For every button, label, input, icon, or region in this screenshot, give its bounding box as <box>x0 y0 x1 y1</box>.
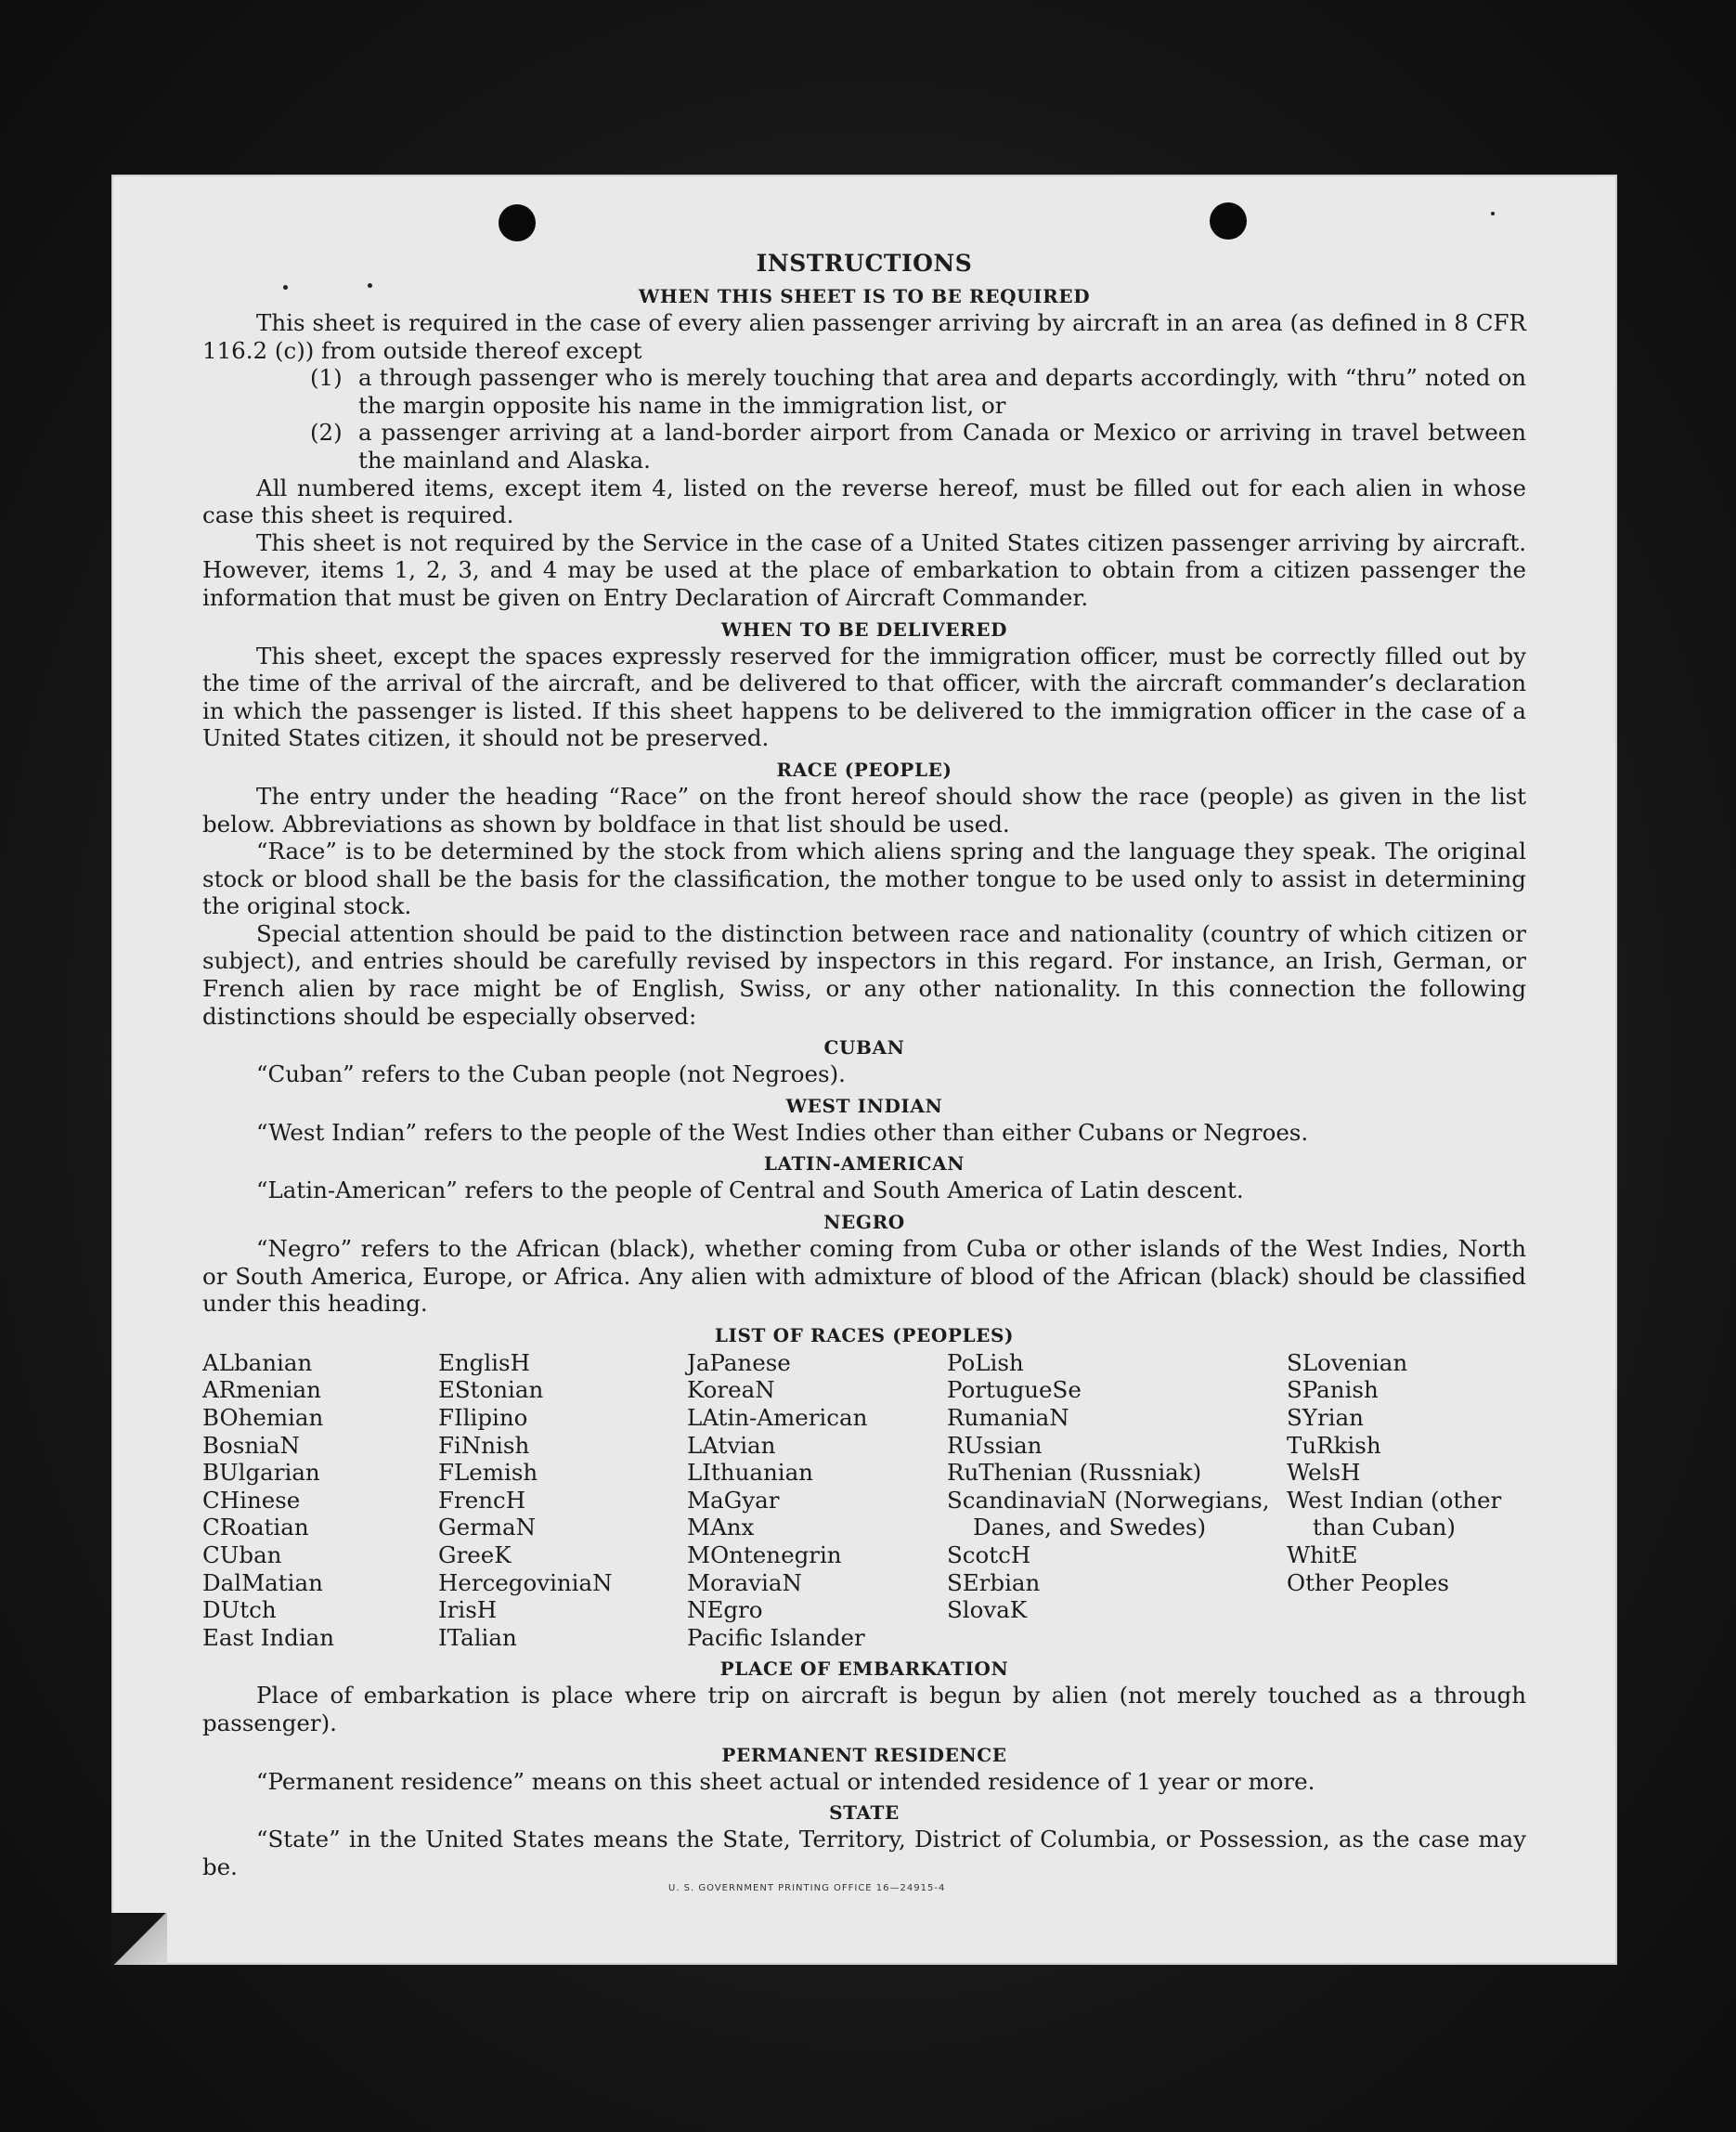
exception-item-1 <box>202 364 1526 419</box>
race-entry: JaPanese <box>687 1348 791 1376</box>
race-entry: SLovenian <box>1287 1348 1408 1376</box>
race-entry: CHinese <box>202 1486 301 1514</box>
race-entry: LAtin-American <box>687 1404 868 1431</box>
paragraph-latin-american: “Latin-American” refers to the people of Central and South America of Latin descent. <box>256 1176 1244 1204</box>
race-entry: PortugueSe <box>947 1376 1082 1404</box>
race-entry: KoreaN <box>687 1376 775 1404</box>
paragraph-citizen: This sheet is not required by the Service in the case of a United States citizen passenger arriving by aircraft. However, items 1, 2, 3, and 4 may be used at the place of embarkation to obtain from a citizen passenger the information that must be given on Entry Declaration of Aircraft Commander. <box>202 528 1526 611</box>
race-entry: West Indian (other than Cuban) <box>1287 1486 1502 1541</box>
race-entry: ITalian <box>438 1623 517 1651</box>
heading-latin-american: LATIN-AMERICAN <box>763 1152 965 1176</box>
heading-races-list: LIST OF RACES (PEOPLES) <box>714 1323 1015 1346</box>
race-entry: BosniaN <box>202 1431 300 1459</box>
race-entry: LAtvian <box>687 1431 776 1459</box>
race-entry: Other Peoples <box>1287 1568 1449 1596</box>
race-entry: East Indian <box>202 1623 335 1651</box>
printer-imprint: U. S. GOVERNMENT PRINTING OFFICE 16—24915-4 <box>668 1883 946 1893</box>
race-entry: BUlgarian <box>202 1459 320 1487</box>
race-entry: SYrian <box>1287 1404 1364 1431</box>
race-entry: NEgro <box>687 1596 763 1624</box>
folded-corner <box>111 1913 167 1965</box>
race-entry: ARmenian <box>202 1376 321 1404</box>
races-column-4 <box>947 1349 1287 1652</box>
heading-negro: NEGRO <box>823 1211 905 1234</box>
race-entry: FIlipino <box>438 1404 528 1431</box>
paragraph-embarkation: Place of embarkation is place where trip on aircraft is begun by alien (not merely touched as a through passenger). <box>202 1682 1526 1736</box>
item-number: (1) <box>310 364 343 392</box>
race-entry: DalMatian <box>202 1568 323 1596</box>
race-entry: SErbian <box>947 1568 1041 1596</box>
race-entry: FiNnish <box>438 1431 530 1459</box>
race-entry: ScandinaviaN (Norwegians, Danes, and Swedes) <box>947 1486 1270 1541</box>
paragraph-race-nationality: Special attention should be paid to the distinction between race and nationality (country of which citizen or subject), and entries should be carefully revised by inspectors in this regard. For instance, an Irish, German, or French alien by race might be of English, Swiss, or any other nationality. In this connection the following distinctions should be especially observed: <box>202 919 1526 1030</box>
heading-state: STATE <box>829 1801 900 1825</box>
races-column-3 <box>687 1349 947 1652</box>
exception-item-2 <box>202 419 1526 474</box>
heading-when-required: WHEN THIS SHEET IS TO BE REQUIRED <box>638 285 1091 307</box>
heading-embarkation: PLACE OF EMBARKATION <box>719 1658 1009 1681</box>
race-entry: EStonian <box>438 1376 544 1404</box>
race-entry: MaGyar <box>687 1486 780 1514</box>
race-entry: TuRkish <box>1287 1431 1381 1459</box>
race-entry: HercegoviniaN <box>438 1568 613 1596</box>
race-entry: FrencH <box>438 1486 526 1514</box>
race-entry: CUban <box>202 1540 282 1568</box>
race-entry: PoLish <box>947 1348 1024 1376</box>
races-list <box>202 1349 1526 1652</box>
race-entry: WelsH <box>1287 1459 1361 1487</box>
paragraph-negro: “Negro” refers to the African (black), whether coming from Cuba or other islands of the West Indies, North or South America, Europe, or Africa. Any alien with admixture of blood of the African (black) should be classified under this heading. <box>202 1235 1526 1318</box>
race-entry: IrisH <box>438 1596 498 1624</box>
instructions-page <box>202 243 1526 1880</box>
race-entry: EnglisH <box>438 1348 530 1376</box>
item-text: a through passenger who is merely touching that area and departs accordingly, with “thru” noted on the margin opposite his name in the immigration list, or <box>358 364 1526 419</box>
paragraph-required: This sheet is required in the case of every alien passenger arriving by aircraft in an area (as defined in 8 CFR 116.2 (c)) from outside thereof except <box>202 309 1526 364</box>
race-entry: MOntenegrin <box>687 1540 842 1568</box>
race-entry: WhitE <box>1287 1540 1358 1568</box>
race-entry: RUssian <box>947 1431 1043 1459</box>
race-entry: GermaN <box>438 1514 537 1541</box>
punch-hole-right <box>1210 202 1247 240</box>
race-entry: ALbanian <box>202 1348 313 1376</box>
race-entry: SPanish <box>1287 1376 1379 1404</box>
race-entry: GreeK <box>438 1540 512 1568</box>
races-column-1 <box>202 1349 438 1652</box>
race-entry: LIthuanian <box>687 1459 813 1487</box>
paragraph-delivered: This sheet, except the spaces expressly reserved for the immigration officer, must be correctly filled out by the time of the arrival of the aircraft, and be delivered to that officer, with the aircraft commander’s declaration in which the passenger is listed. If this sheet happens to be delivered to the immigration officer in the case of a United States citizen, it should not be preserved. <box>202 642 1526 752</box>
paragraph-race-entry: The entry under the heading “Race” on the front hereof should show the race (people) as given in the list below. Abbreviations as shown by boldface in that list should be used. <box>202 782 1526 838</box>
race-entry: FLemish <box>438 1459 538 1487</box>
page-title: INSTRUCTIONS <box>756 250 973 277</box>
item-text: a passenger arriving at a land-border airport from Canada or Mexico or arriving in travel between the mainland and Alaska. <box>358 419 1526 474</box>
races-column-5 <box>1287 1349 1526 1652</box>
race-entry: MoraviaN <box>687 1568 802 1596</box>
speck <box>1491 212 1495 215</box>
race-entry: RuThenian (Russniak) <box>947 1459 1202 1487</box>
race-entry: Pacific Islander <box>687 1623 865 1651</box>
heading-race: RACE (PEOPLE) <box>776 758 952 781</box>
heading-when-delivered: WHEN TO BE DELIVERED <box>720 618 1008 641</box>
paragraph-residence: “Permanent residence” means on this sheet actual or intended residence of 1 year or more. <box>256 1767 1315 1795</box>
paragraph-west-indian: “West Indian” refers to the people of the West Indies other than either Cubans or Negroes. <box>256 1118 1309 1146</box>
punch-hole-left <box>499 204 536 241</box>
heading-west-indian: WEST INDIAN <box>785 1094 943 1117</box>
races-column-2 <box>438 1349 687 1652</box>
race-entry: SlovaK <box>947 1596 1028 1624</box>
paragraph-cuban: “Cuban” refers to the Cuban people (not Negroes). <box>256 1060 846 1088</box>
race-entry: DUtch <box>202 1596 277 1624</box>
paragraph-race-determined: “Race” is to be determined by the stock from which aliens spring and the language they speak. The original stock or blood shall be the basis for the classification, the mother tongue to be used only to assist in determining the original stock. <box>202 838 1526 920</box>
race-entry: RumaniaN <box>947 1404 1069 1431</box>
heading-residence: PERMANENT RESIDENCE <box>721 1743 1007 1766</box>
race-entry: BOhemian <box>202 1404 324 1431</box>
race-entry: MAnx <box>687 1514 755 1541</box>
race-entry: CRoatian <box>202 1514 309 1541</box>
item-number: (2) <box>310 419 343 447</box>
race-entry: ScotcH <box>947 1540 1031 1568</box>
heading-cuban: CUBAN <box>823 1036 905 1060</box>
paragraph-state: “State” in the United States means the State, Territory, District of Columbia, or Possession, as the case may be. <box>202 1826 1526 1880</box>
paragraph-numbered-items: All numbered items, except item 4, listed on the reverse hereof, must be filled out for each alien in whose case this sheet is required. <box>202 474 1526 529</box>
